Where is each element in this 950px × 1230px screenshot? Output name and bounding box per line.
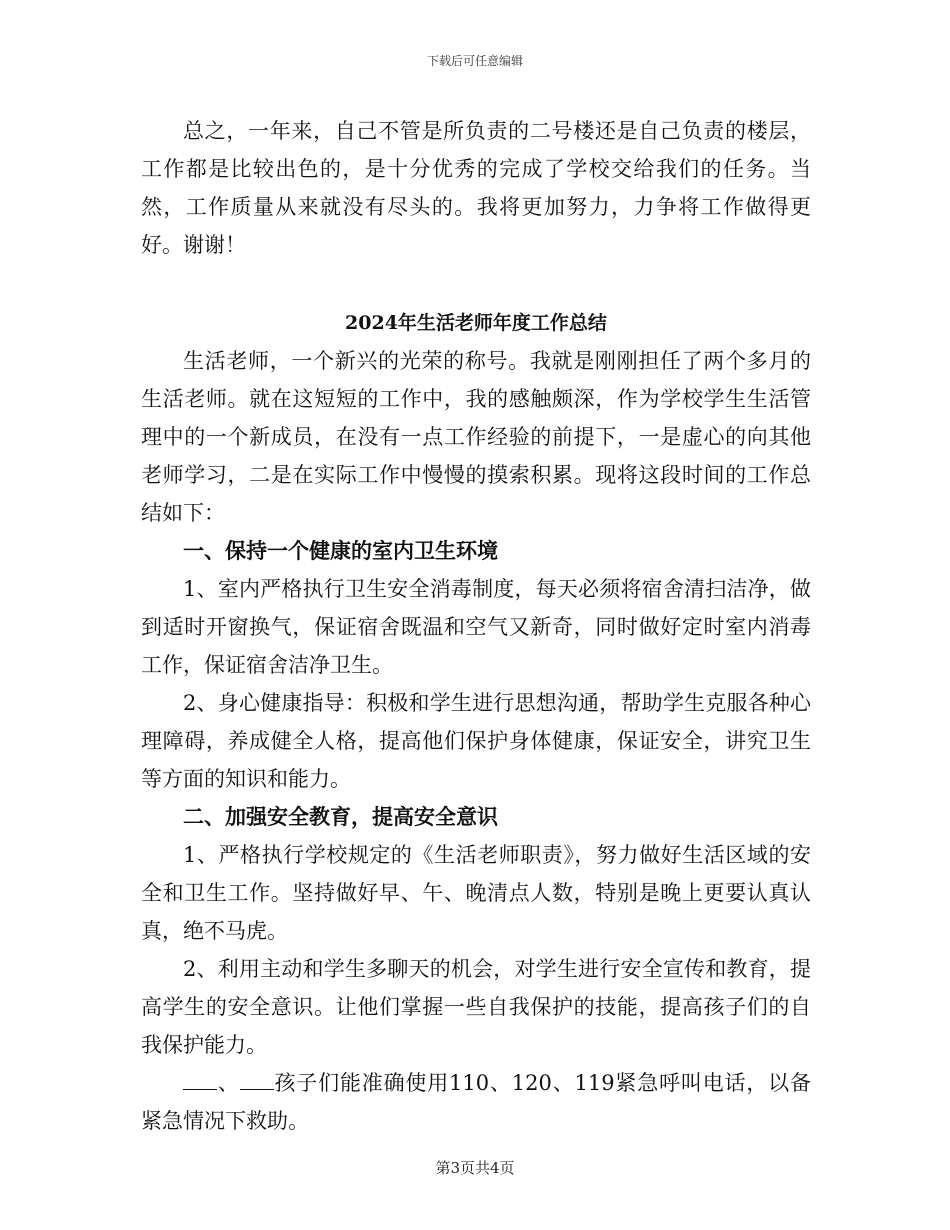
blank-line	[183, 1071, 217, 1090]
page-header-note: 下载后可任意编辑	[426, 54, 523, 68]
section-heading-2: 二、加强安全教育，提高安全意识	[183, 804, 498, 829]
intro-paragraph: 生活老师，一个新兴的光荣的称号。我就是刚刚担任了两个多月的生活老师。就在这短短的工作中，我的感触颇深，作为学校学生生活管理中的一个新成员，在没有一点工作经验的前提下，一是虚心的向其他老师学习，二是在实际工作中慢慢的摸索积累。现将这段时间的工作总结如下：	[141, 349, 811, 525]
section2-item-3	[141, 1064, 811, 1140]
section2-item-3-text: 孩子们能准确使用110、120、119紧急呼叫电话，以备紧急情况下救助。	[141, 1071, 812, 1133]
section-heading-1: 一、保持一个健康的室内卫生环境	[183, 538, 498, 563]
document-body	[141, 112, 811, 1140]
section2-item-1: 1、严格执行学校规定的《生活老师职责》，努力做好生活区域的安全和卫生工作。坚持做好早、午、晚清点人数，特别是晚上更要认真认真，绝不马虎。	[141, 843, 811, 943]
section1-item-1: 1、室内严格执行卫生安全消毒制度，每天必须将宿舍清扫洁净，做到适时开窗换气，保证宿舍既温和空气又新奇，同时做好定时室内消毒工作，保证宿舍洁净卫生。	[141, 577, 811, 677]
page-number: 第3页共4页	[435, 1159, 515, 1177]
blank-line	[240, 1071, 274, 1090]
item-separator: 、	[217, 1071, 240, 1095]
section1-item-2: 2、身心健康指导：积极和学生进行思想沟通，帮助学生克服各种心理障碍，养成健全人格，提高他们保护身体健康，保证安全，讲究卫生等方面的知识和能力。	[141, 691, 811, 791]
spacer	[141, 264, 811, 300]
section2-item-2: 2、利用主动和学生多聊天的机会，对学生进行安全宣传和教育，提高学生的安全意识。让他们掌握一些自我保护的技能，提高孩子们的自我保护能力。	[141, 957, 811, 1057]
document-title: 2024年生活老师年度工作总结	[345, 312, 607, 334]
conclusion-paragraph: 总之，一年来，自己不管是所负责的二号楼还是自己负责的楼层，工作都是比较出色的，是十分优秀的完成了学校交给我们的任务。当然，工作质量从来就没有尽头的。我将更加努力，力争将工作做得更好。谢谢！	[141, 119, 811, 257]
